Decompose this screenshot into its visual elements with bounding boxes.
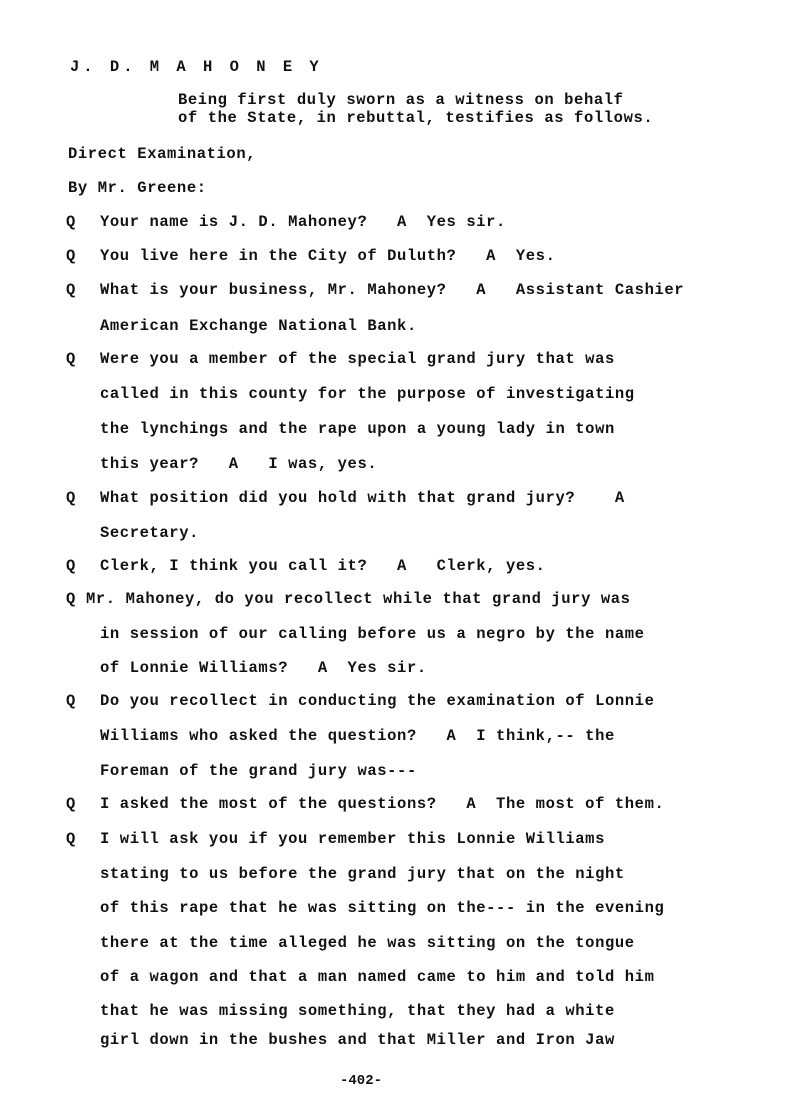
question-marker: Q <box>66 692 76 710</box>
transcript-line: this year? A I was, yes. <box>100 455 378 473</box>
transcript-line: Williams who asked the question? A I think,-- the <box>100 727 615 745</box>
transcript-line: Clerk, I think you call it? A Clerk, yes. <box>100 557 546 575</box>
question-marker: Q <box>66 350 76 368</box>
examiner: By Mr. Greene: <box>68 179 207 197</box>
transcript-line: called in this county for the purpose of investigating <box>100 385 635 403</box>
transcript-line: Your name is J. D. Mahoney? A Yes sir. <box>100 213 506 231</box>
question-marker: Q <box>66 795 76 813</box>
question-marker: Q <box>66 830 76 848</box>
transcript-line: in session of our calling before us a negro by the name <box>100 625 645 643</box>
transcript-line: that he was missing something, that they had a white <box>100 1002 615 1020</box>
transcript-line: girl down in the bushes and that Miller and Iron Jaw <box>100 1031 615 1049</box>
witness-heading: J. D. M A H O N E Y <box>70 58 323 76</box>
question-marker: Q <box>66 590 76 608</box>
transcript-line: the lynchings and the rape upon a young lady in town <box>100 420 615 438</box>
transcript-line: What position did you hold with that grand jury? A <box>100 489 625 507</box>
examination-type: Direct Examination, <box>68 145 257 163</box>
transcript-line: stating to us before the grand jury that on the night <box>100 865 625 883</box>
intro-line-1: Being first duly sworn as a witness on behalf <box>178 91 624 109</box>
transcript-line: of Lonnie Williams? A Yes sir. <box>100 659 427 677</box>
transcript-line: Do you recollect in conducting the examination of Lonnie <box>100 692 655 710</box>
transcript-line: I will ask you if you remember this Lonnie Williams <box>100 830 605 848</box>
transcript-line: there at the time alleged he was sitting on the tongue <box>100 934 635 952</box>
transcript-line: of this rape that he was sitting on the--- in the evening <box>100 899 665 917</box>
question-marker: Q <box>66 281 76 299</box>
question-marker: Q <box>66 247 76 265</box>
transcript-line: Mr. Mahoney, do you recollect while that grand jury was <box>86 590 631 608</box>
transcript-line: You live here in the City of Duluth? A Yes. <box>100 247 556 265</box>
question-marker: Q <box>66 213 76 231</box>
transcript-line: What is your business, Mr. Mahoney? A Assistant Cashier <box>100 281 685 299</box>
transcript-line: Foreman of the grand jury was--- <box>100 762 417 780</box>
transcript-line: American Exchange National Bank. <box>100 317 417 335</box>
question-marker: Q <box>66 489 76 507</box>
transcript-line: of a wagon and that a man named came to him and told him <box>100 968 655 986</box>
transcript-line: Secretary. <box>100 524 200 542</box>
intro-line-2: of the State, in rebuttal, testifies as follows. <box>178 109 654 127</box>
transcript-line: Were you a member of the special grand jury that was <box>100 350 615 368</box>
transcript-line: I asked the most of the questions? A The most of them. <box>100 795 665 813</box>
page-number: -402- <box>340 1073 383 1089</box>
question-marker: Q <box>66 557 76 575</box>
